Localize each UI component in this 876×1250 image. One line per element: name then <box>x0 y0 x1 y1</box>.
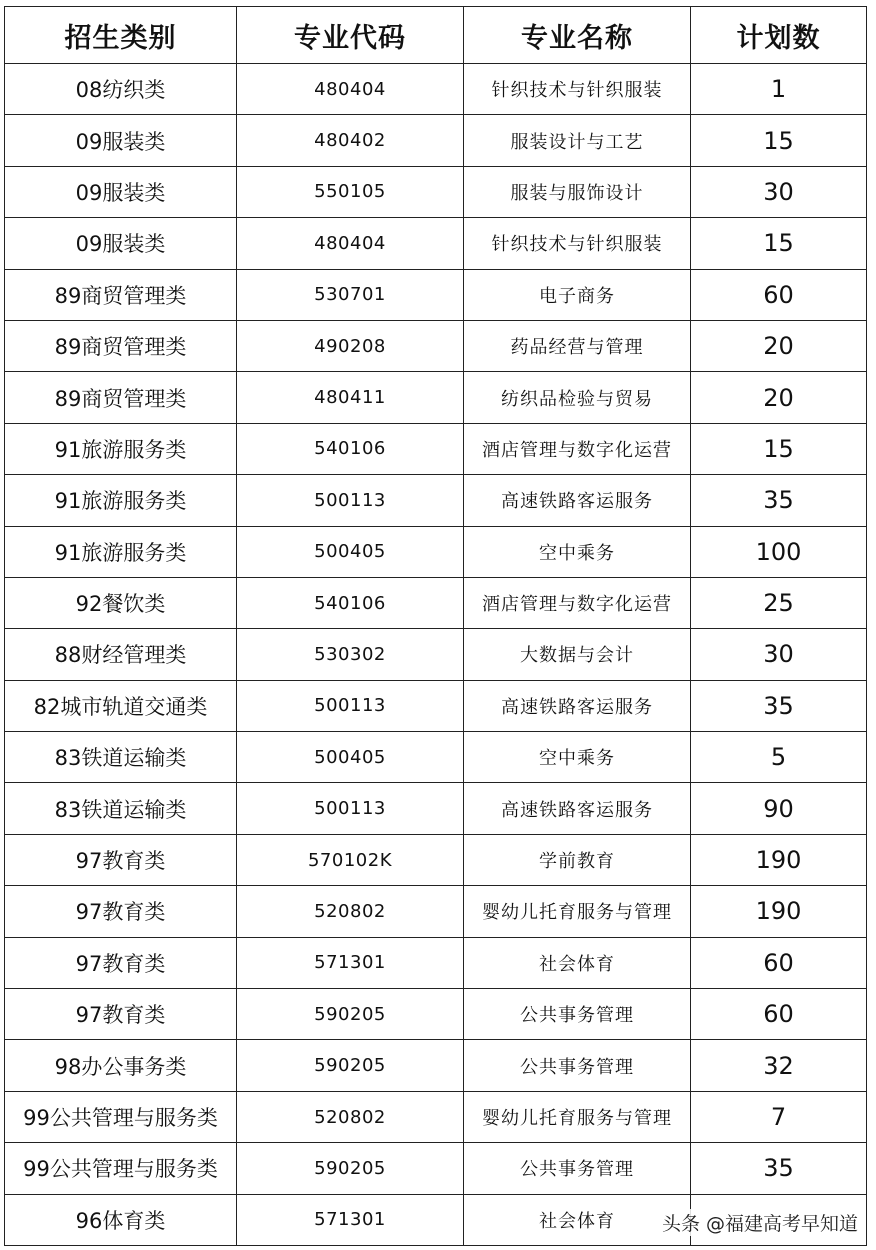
major-code-cell: 590205 <box>237 1040 464 1091</box>
category-cell: 09服装类 <box>5 218 237 269</box>
major-name-cell: 针织技术与针织服装 <box>464 64 691 115</box>
major-code-cell: 530701 <box>237 269 464 320</box>
major-code-cell: 500405 <box>237 732 464 783</box>
major-name-cell: 空中乘务 <box>464 526 691 577</box>
category-cell: 09服装类 <box>5 166 237 217</box>
table-row <box>5 1040 867 1091</box>
plan-count-cell: 1 <box>691 64 867 115</box>
major-name-cell: 酒店管理与数字化运营 <box>464 423 691 474</box>
plan-count-cell: 30 <box>691 166 867 217</box>
header-major-name: 专业名称 <box>464 7 691 64</box>
table-row <box>5 218 867 269</box>
major-code-cell: 520802 <box>237 1091 464 1142</box>
major-name-cell: 公共事务管理 <box>464 1040 691 1091</box>
plan-count-cell: 60 <box>691 937 867 988</box>
table-row <box>5 1091 867 1142</box>
major-code-cell: 590205 <box>237 1143 464 1194</box>
major-code-cell: 540106 <box>237 577 464 628</box>
header-plan-count: 计划数 <box>691 7 867 64</box>
major-code-cell: 590205 <box>237 989 464 1040</box>
major-name-cell: 婴幼儿托育服务与管理 <box>464 1091 691 1142</box>
plan-count-cell: 100 <box>691 526 867 577</box>
major-code-cell: 550105 <box>237 166 464 217</box>
category-cell: 91旅游服务类 <box>5 423 237 474</box>
major-name-cell: 公共事务管理 <box>464 989 691 1040</box>
category-cell: 91旅游服务类 <box>5 475 237 526</box>
plan-count-cell: 25 <box>691 577 867 628</box>
major-name-cell: 高速铁路客运服务 <box>464 783 691 834</box>
plan-count-cell: 5 <box>691 732 867 783</box>
plan-count-cell: 30 <box>691 629 867 680</box>
major-code-cell: 480402 <box>237 115 464 166</box>
category-cell: 97教育类 <box>5 937 237 988</box>
major-code-cell: 571301 <box>237 1194 464 1245</box>
table-row <box>5 372 867 423</box>
major-name-cell: 电子商务 <box>464 269 691 320</box>
header-major-code: 专业代码 <box>237 7 464 64</box>
plan-count-cell: 35 <box>691 1143 867 1194</box>
plan-count-cell: 35 <box>691 475 867 526</box>
table-row <box>5 423 867 474</box>
table-row <box>5 989 867 1040</box>
table-row <box>5 166 867 217</box>
category-cell: 08纺织类 <box>5 64 237 115</box>
major-code-cell: 480404 <box>237 218 464 269</box>
category-cell: 99公共管理与服务类 <box>5 1143 237 1194</box>
major-code-cell: 480404 <box>237 64 464 115</box>
plan-count-cell: 20 <box>691 320 867 371</box>
major-code-cell: 530302 <box>237 629 464 680</box>
table-row <box>5 783 867 834</box>
table-body <box>5 64 867 1246</box>
major-code-cell: 570102K <box>237 834 464 885</box>
major-code-cell: 540106 <box>237 423 464 474</box>
major-name-cell: 针织技术与针织服装 <box>464 218 691 269</box>
table-row <box>5 64 867 115</box>
table-row <box>5 269 867 320</box>
major-name-cell: 服装设计与工艺 <box>464 115 691 166</box>
source-watermark: 头条 @福建高考早知道 <box>658 1209 862 1236</box>
plan-count-cell: 90 <box>691 783 867 834</box>
category-cell: 09服装类 <box>5 115 237 166</box>
major-code-cell: 520802 <box>237 886 464 937</box>
major-name-cell: 大数据与会计 <box>464 629 691 680</box>
major-code-cell: 480411 <box>237 372 464 423</box>
major-name-cell: 服装与服饰设计 <box>464 166 691 217</box>
table-row <box>5 577 867 628</box>
plan-count-cell: 15 <box>691 115 867 166</box>
major-code-cell: 500113 <box>237 783 464 834</box>
category-cell: 98办公事务类 <box>5 1040 237 1091</box>
major-name-cell: 纺织品检验与贸易 <box>464 372 691 423</box>
major-name-cell: 药品经营与管理 <box>464 320 691 371</box>
category-cell: 89商贸管理类 <box>5 372 237 423</box>
table-row <box>5 320 867 371</box>
category-cell: 91旅游服务类 <box>5 526 237 577</box>
major-code-cell: 490208 <box>237 320 464 371</box>
category-cell: 96体育类 <box>5 1194 237 1245</box>
table-header-row <box>5 7 867 64</box>
major-name-cell: 社会体育 <box>464 937 691 988</box>
header-category: 招生类别 <box>5 7 237 64</box>
table-row <box>5 526 867 577</box>
plan-count-cell: 15 <box>691 423 867 474</box>
plan-count-cell: 15 <box>691 218 867 269</box>
major-code-cell: 500405 <box>237 526 464 577</box>
plan-count-cell: 60 <box>691 269 867 320</box>
table-row <box>5 475 867 526</box>
plan-count-cell: 190 <box>691 886 867 937</box>
category-cell: 89商贸管理类 <box>5 320 237 371</box>
category-cell: 99公共管理与服务类 <box>5 1091 237 1142</box>
category-cell: 83铁道运输类 <box>5 732 237 783</box>
major-name-cell: 学前教育 <box>464 834 691 885</box>
major-name-cell: 婴幼儿托育服务与管理 <box>464 886 691 937</box>
table-row <box>5 937 867 988</box>
major-name-cell: 高速铁路客运服务 <box>464 680 691 731</box>
table-row <box>5 1143 867 1194</box>
plan-count-cell: 190 <box>691 834 867 885</box>
major-name-cell: 公共事务管理 <box>464 1143 691 1194</box>
category-cell: 88财经管理类 <box>5 629 237 680</box>
major-code-cell: 571301 <box>237 937 464 988</box>
plan-count-cell: 60 <box>691 989 867 1040</box>
major-code-cell: 500113 <box>237 680 464 731</box>
major-name-cell: 社会体育 <box>464 1194 691 1245</box>
enrollment-plan-table-wrapper <box>4 6 866 1246</box>
major-name-cell: 高速铁路客运服务 <box>464 475 691 526</box>
major-name-cell: 空中乘务 <box>464 732 691 783</box>
plan-count-cell: 7 <box>691 1091 867 1142</box>
table-row <box>5 834 867 885</box>
table-row <box>5 886 867 937</box>
table-row <box>5 115 867 166</box>
category-cell: 83铁道运输类 <box>5 783 237 834</box>
enrollment-plan-table <box>4 6 867 1246</box>
table-row <box>5 680 867 731</box>
major-code-cell: 500113 <box>237 475 464 526</box>
table-row <box>5 629 867 680</box>
category-cell: 89商贸管理类 <box>5 269 237 320</box>
category-cell: 97教育类 <box>5 989 237 1040</box>
category-cell: 97教育类 <box>5 834 237 885</box>
plan-count-cell: 20 <box>691 372 867 423</box>
major-name-cell: 酒店管理与数字化运营 <box>464 577 691 628</box>
category-cell: 82城市轨道交通类 <box>5 680 237 731</box>
plan-count-cell: 32 <box>691 1040 867 1091</box>
plan-count-cell: 35 <box>691 680 867 731</box>
category-cell: 92餐饮类 <box>5 577 237 628</box>
category-cell: 97教育类 <box>5 886 237 937</box>
table-row <box>5 732 867 783</box>
